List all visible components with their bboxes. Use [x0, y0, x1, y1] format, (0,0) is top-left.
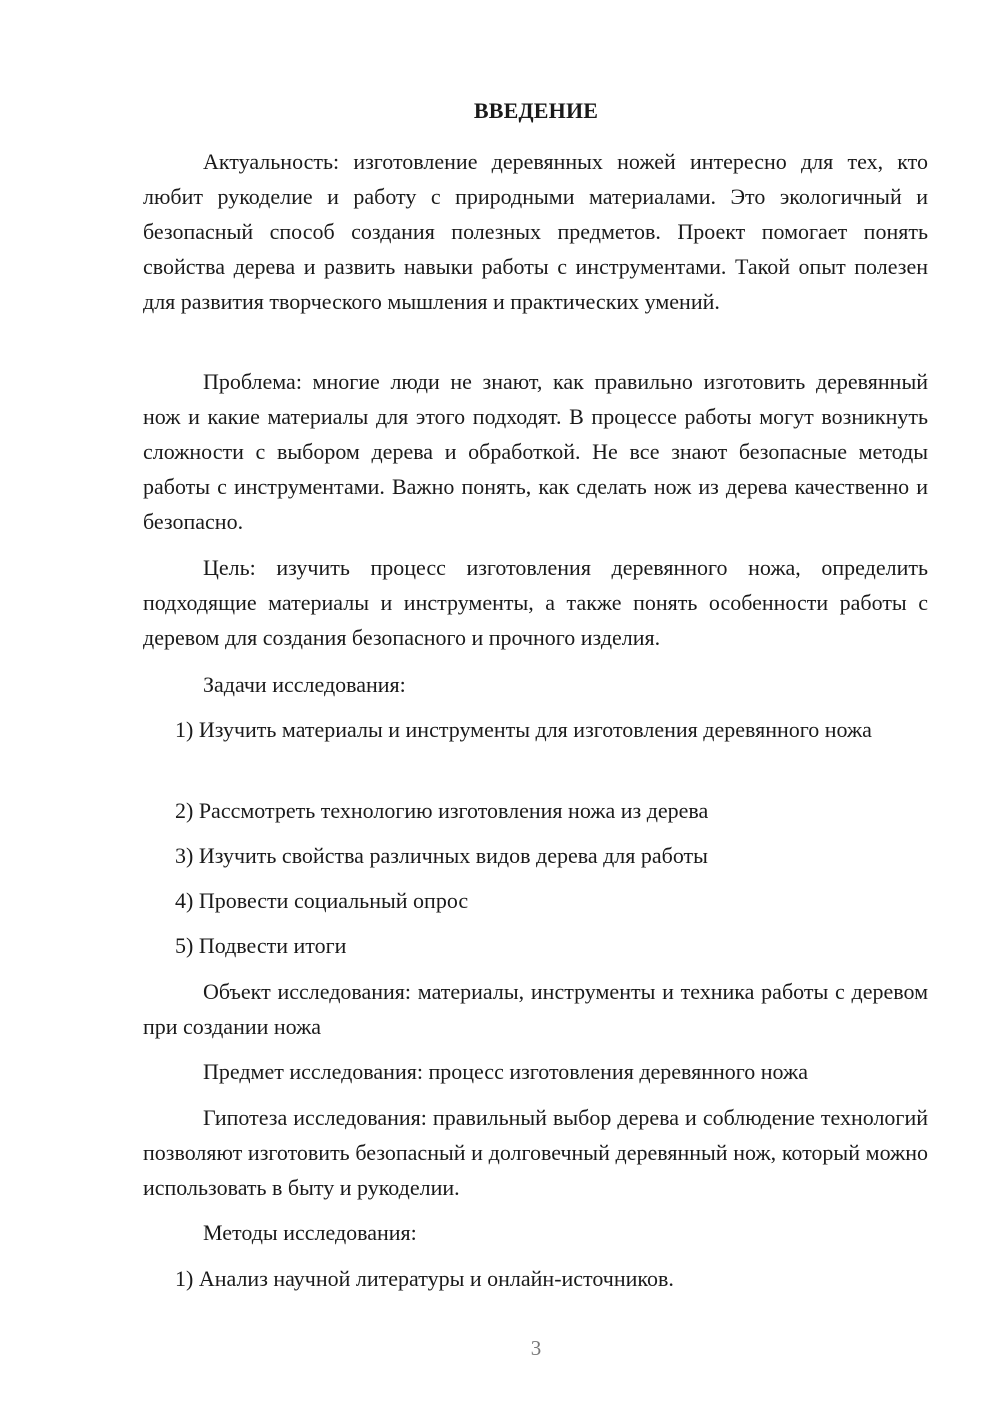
problem-block [143, 364, 928, 539]
goal-paragraph: Цель: изучить процесс изготовления деревянного ножа, определить подходящие материалы и инструменты, а также понять особенности работы с деревом для создания безопасного и прочного изделия. [143, 555, 928, 650]
page-number: 3 [530, 1336, 542, 1360]
task-item-4-block [143, 883, 928, 918]
task-item-3-block [143, 838, 928, 873]
task-item: 4) Провести социальный опрос [175, 888, 469, 913]
task-item: 3) Изучить свойства различных видов дерева для работы [175, 843, 708, 868]
method-item-1-block [143, 1261, 928, 1296]
section-title: ВВЕДЕНИЕ [473, 98, 599, 123]
object-block [143, 974, 928, 1044]
subject-paragraph: Предмет исследования: процесс изготовления деревянного ножа [203, 1059, 808, 1084]
relevance-paragraph: Актуальность: изготовление деревянных ножей интересно для тех, кто любит рукоделие и работу с природными материалами. Это экологичный и безопасный способ создания полезных предметов. Проект помогает понять свойства дерева и развить навыки работы с инструментами. Такой опыт полезен для развития творческого мышления и практических умений. [143, 149, 928, 314]
hypothesis-paragraph: Гипотеза исследования: правильный выбор дерева и соблюдение технологий позволяют изготовить безопасный и долговечный деревянный нож, который можно использовать в быту и рукоделии. [143, 1105, 928, 1200]
task-item: 1) Изучить материалы и инструменты для изготовления деревянного ножа [175, 717, 872, 742]
relevance-block [143, 144, 928, 319]
method-item: 1) Анализ научной литературы и онлайн-источников. [175, 1266, 674, 1291]
task-item-1-block [143, 712, 928, 747]
tasks-heading-block [143, 667, 928, 702]
task-item: 5) Подвести итоги [175, 933, 347, 958]
subject-block [143, 1054, 928, 1089]
tasks-heading: Задачи исследования: [203, 672, 406, 697]
methods-heading: Методы исследования: [203, 1220, 417, 1245]
task-item-2-block [143, 793, 928, 828]
hypothesis-block [143, 1100, 928, 1205]
task-item: 2) Рассмотреть технологию изготовления ножа из дерева [175, 798, 709, 823]
methods-heading-block [143, 1215, 928, 1250]
task-item-5-block [143, 928, 928, 963]
problem-paragraph: Проблема: многие люди не знают, как правильно изготовить деревянный нож и какие материалы для этого подходят. В процессе работы могут возникнуть сложности с выбором дерева и обработкой. Не все знают безопасные методы работы с инструментами. Важно понять, как сделать нож из дерева качественно и безопасно. [143, 369, 928, 534]
goal-block [143, 550, 928, 655]
object-paragraph: Объект исследования: материалы, инструменты и техника работы с деревом при создании ножа [143, 979, 928, 1039]
